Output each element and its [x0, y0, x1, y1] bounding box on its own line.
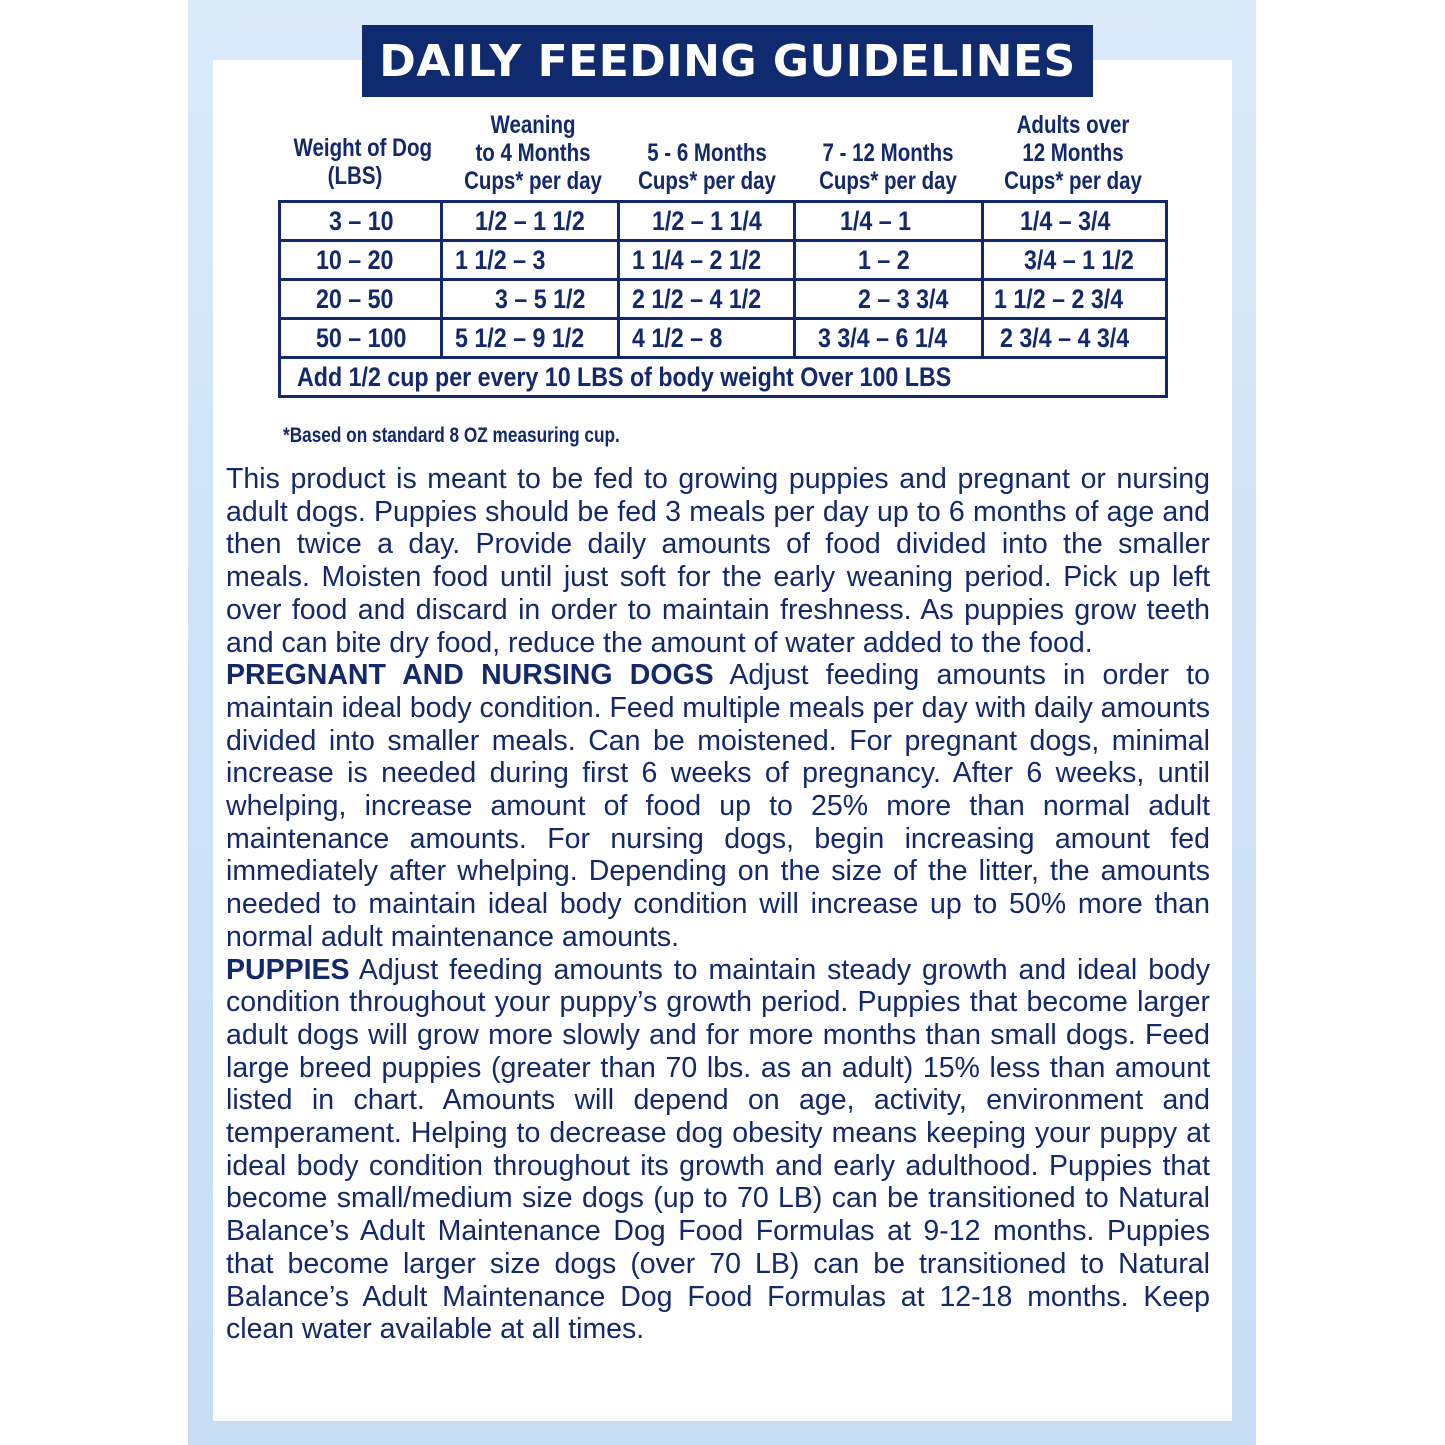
table-row — [280, 241, 1167, 280]
header-adults-line2: 12 Months — [1022, 139, 1124, 167]
header-weight — [293, 134, 433, 190]
puppies-text: Adjust feeding amounts to maintain steady growth and ideal body condition throughout your puppy’s growth period. Puppies that become larger adult dogs will grow more slowly and for more months than small dogs. Feed large breed puppies (greater than 70 lbs. as an adult) 15% less than amount listed in chart. Amounts will depend on age, activity, environment and temperament. Helping to decrease dog obesity means keeping your puppy at ideal body condition throughout its growth and early adulthood. Puppies that become small/medium size dogs (up to 70 LB) can be transitioned to Natural Balance’s Adult Maintenance Dog Food Formulas at 9-12 months. Puppies that become larger size dogs (over 70 LB) can be transitioned to Natural Balance’s Adult Maintenance Dog Food Formulas at 12-18 months. Keep clean water available at all times. — [226, 953, 1210, 1346]
header-5-6-months — [633, 139, 781, 195]
header-adults-line1: Adults over — [1016, 111, 1130, 139]
header-weight-line1: Weight of Dog — [293, 134, 433, 162]
pregnant-paragraph — [226, 659, 1210, 953]
intro-paragraph: This product is meant to be fed to growing puppies and pregnant or nursing adult dogs. Puppies should be fed 3 meals per day up to 6 months of age and then twice a day. Provide daily amounts of food divided into the smaller meals. Moisten food until just soft for the early weaning period. Pick up left over food and discard in order to maintain freshness. As puppies grow teeth and can bite dry food, reduce the amount of water added to the food. — [226, 463, 1210, 659]
table-cell: 1 1/4 – 2 1/2 — [619, 241, 795, 280]
table-cell: 1/4 – 1 — [795, 202, 983, 241]
puppies-paragraph — [226, 954, 1210, 1346]
header-5-6-line1: 5 - 6 Months — [647, 139, 767, 167]
table-summary-row — [280, 358, 1167, 397]
header-7-12-line1: 7 - 12 Months — [822, 139, 954, 167]
feeding-table — [278, 200, 1168, 398]
table-cell: 5 1/2 – 9 1/2 — [442, 319, 619, 358]
table-cell: 2 – 3 3/4 — [795, 280, 983, 319]
header-weaning-line3: Cups* per day — [464, 167, 602, 195]
table-cell: 1/2 – 1 1/4 — [619, 202, 795, 241]
table-cell: 2 1/2 – 4 1/2 — [619, 280, 795, 319]
puppies-heading: PUPPIES — [226, 953, 350, 986]
table-cell: 3/4 – 1 1/2 — [983, 241, 1167, 280]
table-cell: 1 1/2 – 3 — [442, 241, 619, 280]
header-5-6-line2: Cups* per day — [638, 167, 776, 195]
table-row — [280, 319, 1167, 358]
table-cell: 4 1/2 – 8 — [619, 319, 795, 358]
table-cell: 3 – 5 1/2 — [442, 280, 619, 319]
header-adults-line3: Cups* per day — [1004, 167, 1142, 195]
pregnant-heading: PREGNANT AND NURSING DOGS — [226, 659, 714, 692]
table-summary-cell: Add 1/2 cup per every 10 LBS of body weight Over 100 LBS — [280, 358, 1167, 397]
header-7-12-months — [814, 139, 962, 195]
table-cell: 10 – 20 — [280, 241, 442, 280]
feeding-instructions — [226, 463, 1210, 1346]
table-cell: 1 – 2 — [795, 241, 983, 280]
table-cell: 1/2 – 1 1/2 — [442, 202, 619, 241]
header-weight-line2: (LBS) — [327, 162, 383, 190]
table-cell: 3 – 10 — [280, 202, 442, 241]
table-cell: 1 1/2 – 2 3/4 — [983, 280, 1167, 319]
header-weaning — [459, 111, 607, 195]
header-weaning-line2: to 4 Months — [475, 139, 591, 167]
table-footnote: *Based on standard 8 OZ measuring cup. — [283, 424, 620, 447]
header-adults — [999, 111, 1147, 195]
table-row — [280, 202, 1167, 241]
table-cell: 50 – 100 — [280, 319, 442, 358]
table-cell: 2 3/4 – 4 3/4 — [983, 319, 1167, 358]
page-title: DAILY FEEDING GUIDELINES — [362, 25, 1093, 97]
header-7-12-line2: Cups* per day — [819, 167, 957, 195]
table-cell: 1/4 – 3/4 — [983, 202, 1167, 241]
pregnant-text: Adjust feeding amounts in order to maintain ideal body condition. Feed multiple meals per day with daily amounts divided into smaller meals. Can be moistened. For pregnant dogs, minimal increase is needed during first 6 weeks of pregnancy. After 6 weeks, until whelping, increase amount of food up to 25% more than normal adult maintenance amounts. For nursing dogs, begin increasing amount fed immediately after whelping. Depending on the size of the litter, the amounts needed to maintain ideal body condition will increase up to 50% more than normal adult maintenance amounts. — [226, 659, 1210, 953]
header-weaning-line1: Weaning — [490, 111, 576, 139]
table-cell: 20 – 50 — [280, 280, 442, 319]
table-row — [280, 280, 1167, 319]
table-cell: 3 3/4 – 6 1/4 — [795, 319, 983, 358]
